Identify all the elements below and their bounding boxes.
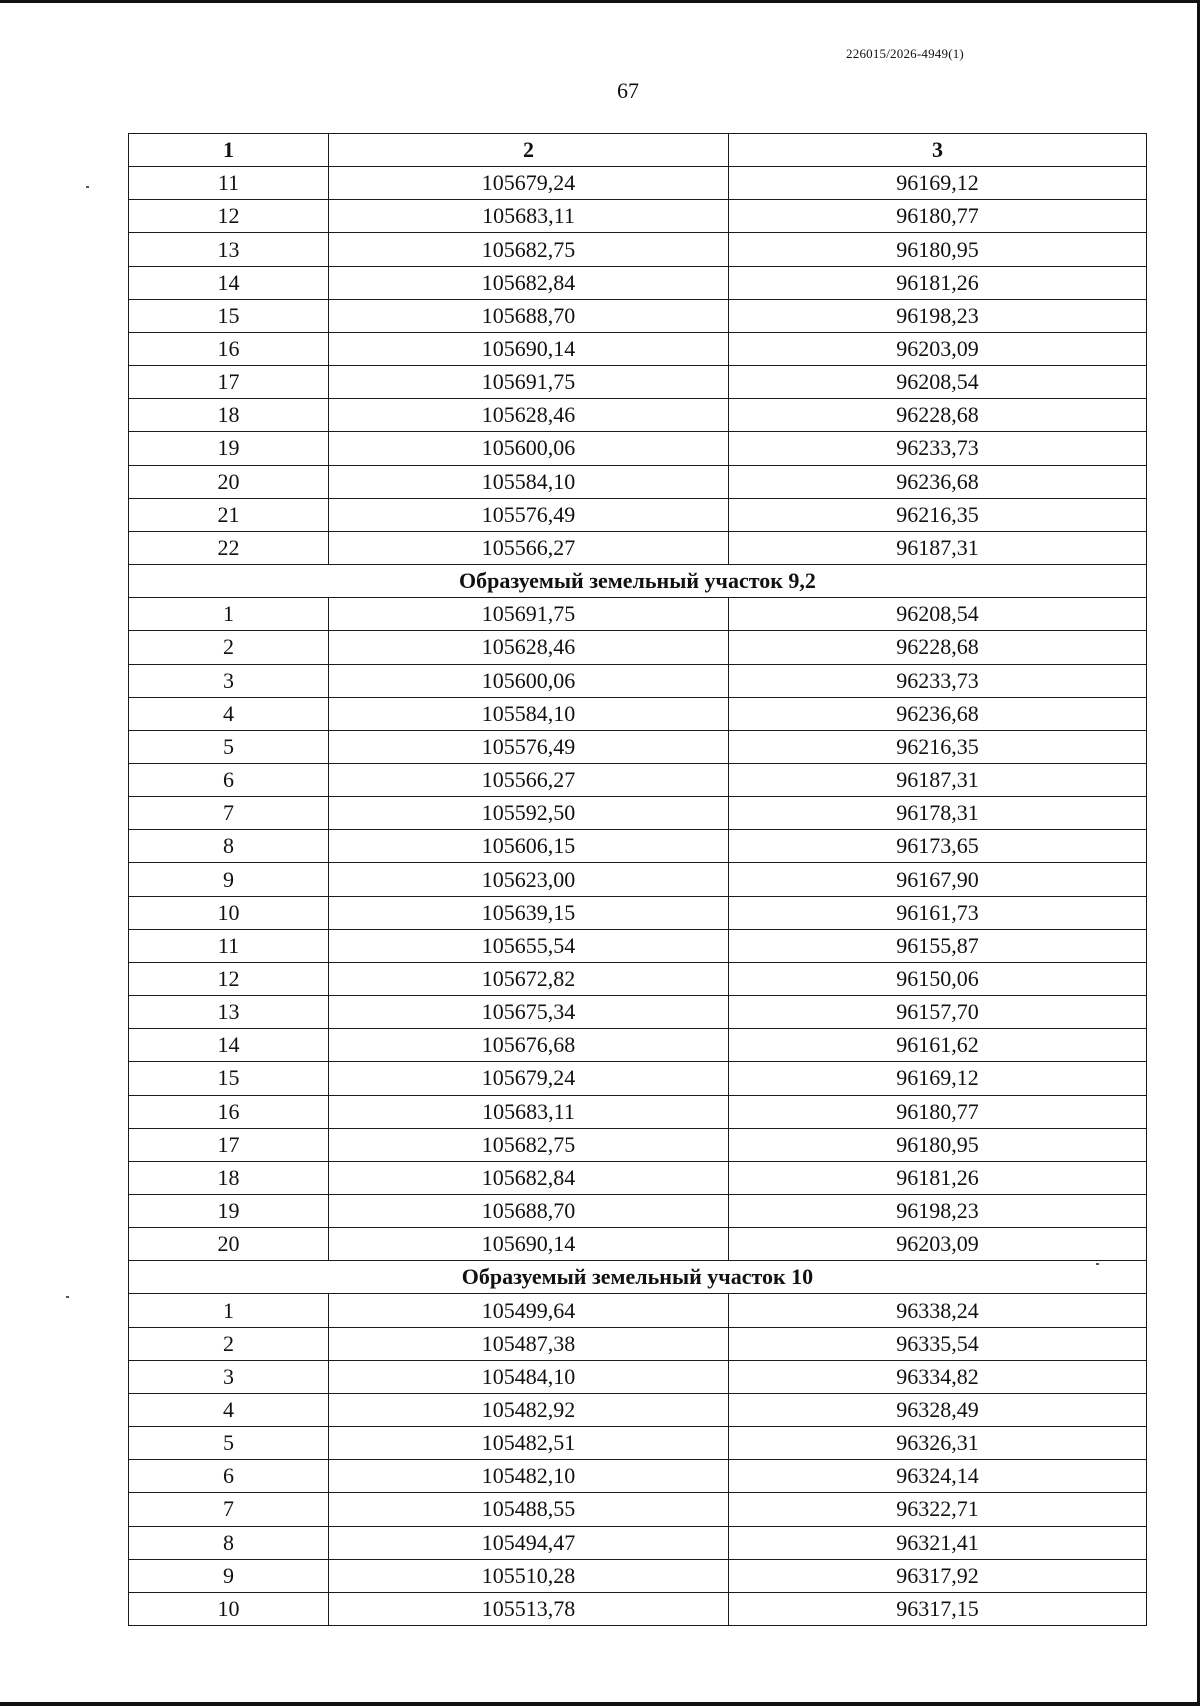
x-coordinate-cell: 105484,10 bbox=[329, 1360, 729, 1393]
point-number-cell: 13 bbox=[129, 996, 329, 1029]
point-number-cell: 21 bbox=[129, 498, 329, 531]
x-coordinate-cell: 105682,84 bbox=[329, 266, 729, 299]
x-coordinate-cell: 105499,64 bbox=[329, 1294, 729, 1327]
table-row bbox=[129, 962, 1147, 995]
point-number-cell: 4 bbox=[129, 1393, 329, 1426]
point-number-cell: 12 bbox=[129, 200, 329, 233]
y-coordinate-cell: 96161,62 bbox=[729, 1029, 1147, 1062]
point-number-cell: 8 bbox=[129, 1526, 329, 1559]
table-row bbox=[129, 1427, 1147, 1460]
table-row bbox=[129, 1393, 1147, 1426]
x-coordinate-cell: 105688,70 bbox=[329, 1195, 729, 1228]
point-number-cell: 19 bbox=[129, 432, 329, 465]
y-coordinate-cell: 96335,54 bbox=[729, 1327, 1147, 1360]
point-number-cell: 19 bbox=[129, 1195, 329, 1228]
y-coordinate-cell: 96198,23 bbox=[729, 1195, 1147, 1228]
scan-border-top bbox=[0, 0, 1200, 3]
y-coordinate-cell: 96150,06 bbox=[729, 962, 1147, 995]
document-number: 226015/2026-4949(1) bbox=[846, 46, 964, 61]
x-coordinate-cell: 105584,10 bbox=[329, 697, 729, 730]
y-coordinate-cell: 96187,31 bbox=[729, 763, 1147, 796]
y-coordinate-cell: 96228,68 bbox=[729, 631, 1147, 664]
x-coordinate-cell: 105482,51 bbox=[329, 1427, 729, 1460]
x-coordinate-cell: 105682,84 bbox=[329, 1161, 729, 1194]
y-coordinate-cell: 96203,09 bbox=[729, 332, 1147, 365]
point-number-cell: 15 bbox=[129, 1062, 329, 1095]
table-row bbox=[129, 1592, 1147, 1625]
table-row bbox=[129, 598, 1147, 631]
x-coordinate-cell: 105682,75 bbox=[329, 233, 729, 266]
table-row bbox=[129, 1493, 1147, 1526]
table-row bbox=[129, 664, 1147, 697]
section-title-row bbox=[129, 565, 1147, 598]
scan-border-bottom bbox=[0, 1702, 1200, 1706]
table-header-row bbox=[129, 134, 1147, 167]
table-row bbox=[129, 399, 1147, 432]
y-coordinate-cell: 96216,35 bbox=[729, 498, 1147, 531]
table-row bbox=[129, 1062, 1147, 1095]
point-number-cell: 2 bbox=[129, 1327, 329, 1360]
y-coordinate-cell: 96322,71 bbox=[729, 1493, 1147, 1526]
x-coordinate-cell: 105676,68 bbox=[329, 1029, 729, 1062]
table-row bbox=[129, 631, 1147, 664]
table-row bbox=[129, 929, 1147, 962]
x-coordinate-cell: 105487,38 bbox=[329, 1327, 729, 1360]
y-coordinate-cell: 96181,26 bbox=[729, 1161, 1147, 1194]
table-row bbox=[129, 531, 1147, 564]
section-title-row bbox=[129, 1261, 1147, 1294]
y-coordinate-cell: 96181,26 bbox=[729, 266, 1147, 299]
table-row bbox=[129, 763, 1147, 796]
point-number-cell: 9 bbox=[129, 1559, 329, 1592]
table-row bbox=[129, 266, 1147, 299]
table-row bbox=[129, 730, 1147, 763]
point-number-cell: 2 bbox=[129, 631, 329, 664]
x-coordinate-cell: 105655,54 bbox=[329, 929, 729, 962]
page-number-text: 67 bbox=[617, 78, 639, 103]
scan-speck bbox=[66, 1296, 69, 1298]
x-coordinate-cell: 105675,34 bbox=[329, 996, 729, 1029]
table-row bbox=[129, 167, 1147, 200]
point-number-cell: 7 bbox=[129, 797, 329, 830]
coordinates-table-body bbox=[129, 134, 1147, 1626]
y-coordinate-cell: 96317,92 bbox=[729, 1559, 1147, 1592]
table-row bbox=[129, 896, 1147, 929]
y-coordinate-cell: 96167,90 bbox=[729, 863, 1147, 896]
coordinates-table bbox=[128, 133, 1147, 1626]
column-header: 3 bbox=[729, 134, 1147, 167]
y-coordinate-cell: 96180,77 bbox=[729, 1095, 1147, 1128]
point-number-cell: 12 bbox=[129, 962, 329, 995]
x-coordinate-cell: 105679,24 bbox=[329, 167, 729, 200]
y-coordinate-cell: 96326,31 bbox=[729, 1427, 1147, 1460]
y-coordinate-cell: 96334,82 bbox=[729, 1360, 1147, 1393]
table-row bbox=[129, 1559, 1147, 1592]
x-coordinate-cell: 105690,14 bbox=[329, 1228, 729, 1261]
table-row bbox=[129, 863, 1147, 896]
table-row bbox=[129, 1228, 1147, 1261]
point-number-cell: 4 bbox=[129, 697, 329, 730]
y-coordinate-cell: 96338,24 bbox=[729, 1294, 1147, 1327]
x-coordinate-cell: 105683,11 bbox=[329, 200, 729, 233]
point-number-cell: 17 bbox=[129, 1128, 329, 1161]
x-coordinate-cell: 105691,75 bbox=[329, 598, 729, 631]
point-number-cell: 11 bbox=[129, 929, 329, 962]
x-coordinate-cell: 105639,15 bbox=[329, 896, 729, 929]
section-title: Образуемый земельный участок 10 bbox=[129, 1261, 1147, 1294]
point-number-cell: 10 bbox=[129, 896, 329, 929]
y-coordinate-cell: 96321,41 bbox=[729, 1526, 1147, 1559]
point-number-cell: 3 bbox=[129, 664, 329, 697]
section-title: Образуемый земельный участок 9,2 bbox=[129, 565, 1147, 598]
page-number bbox=[0, 78, 1200, 104]
point-number-cell: 17 bbox=[129, 366, 329, 399]
x-coordinate-cell: 105510,28 bbox=[329, 1559, 729, 1592]
point-number-cell: 8 bbox=[129, 830, 329, 863]
y-coordinate-cell: 96180,77 bbox=[729, 200, 1147, 233]
x-coordinate-cell: 105623,00 bbox=[329, 863, 729, 896]
x-coordinate-cell: 105576,49 bbox=[329, 498, 729, 531]
point-number-cell: 5 bbox=[129, 1427, 329, 1460]
table-row bbox=[129, 1327, 1147, 1360]
point-number-cell: 20 bbox=[129, 1228, 329, 1261]
x-coordinate-cell: 105628,46 bbox=[329, 399, 729, 432]
y-coordinate-cell: 96180,95 bbox=[729, 233, 1147, 266]
point-number-cell: 22 bbox=[129, 531, 329, 564]
x-coordinate-cell: 105600,06 bbox=[329, 664, 729, 697]
y-coordinate-cell: 96324,14 bbox=[729, 1460, 1147, 1493]
x-coordinate-cell: 105584,10 bbox=[329, 465, 729, 498]
y-coordinate-cell: 96180,95 bbox=[729, 1128, 1147, 1161]
y-coordinate-cell: 96169,12 bbox=[729, 167, 1147, 200]
y-coordinate-cell: 96187,31 bbox=[729, 531, 1147, 564]
y-coordinate-cell: 96228,68 bbox=[729, 399, 1147, 432]
table-row bbox=[129, 1195, 1147, 1228]
point-number-cell: 15 bbox=[129, 299, 329, 332]
column-header: 2 bbox=[329, 134, 729, 167]
scan-speck bbox=[86, 186, 89, 188]
point-number-cell: 10 bbox=[129, 1592, 329, 1625]
y-coordinate-cell: 96169,12 bbox=[729, 1062, 1147, 1095]
x-coordinate-cell: 105482,10 bbox=[329, 1460, 729, 1493]
y-coordinate-cell: 96317,15 bbox=[729, 1592, 1147, 1625]
point-number-cell: 13 bbox=[129, 233, 329, 266]
point-number-cell: 1 bbox=[129, 1294, 329, 1327]
point-number-cell: 14 bbox=[129, 266, 329, 299]
table-row bbox=[129, 1128, 1147, 1161]
table-row bbox=[129, 1095, 1147, 1128]
y-coordinate-cell: 96328,49 bbox=[729, 1393, 1147, 1426]
x-coordinate-cell: 105592,50 bbox=[329, 797, 729, 830]
x-coordinate-cell: 105682,75 bbox=[329, 1128, 729, 1161]
x-coordinate-cell: 105683,11 bbox=[329, 1095, 729, 1128]
column-header: 1 bbox=[129, 134, 329, 167]
x-coordinate-cell: 105482,92 bbox=[329, 1393, 729, 1426]
y-coordinate-cell: 96233,73 bbox=[729, 664, 1147, 697]
point-number-cell: 6 bbox=[129, 1460, 329, 1493]
table-row bbox=[129, 797, 1147, 830]
x-coordinate-cell: 105628,46 bbox=[329, 631, 729, 664]
point-number-cell: 14 bbox=[129, 1029, 329, 1062]
x-coordinate-cell: 105672,82 bbox=[329, 962, 729, 995]
y-coordinate-cell: 96157,70 bbox=[729, 996, 1147, 1029]
y-coordinate-cell: 96203,09 bbox=[729, 1228, 1147, 1261]
y-coordinate-cell: 96208,54 bbox=[729, 598, 1147, 631]
table-row bbox=[129, 1526, 1147, 1559]
y-coordinate-cell: 96233,73 bbox=[729, 432, 1147, 465]
point-number-cell: 11 bbox=[129, 167, 329, 200]
table-row bbox=[129, 697, 1147, 730]
table-row bbox=[129, 996, 1147, 1029]
y-coordinate-cell: 96155,87 bbox=[729, 929, 1147, 962]
point-number-cell: 18 bbox=[129, 399, 329, 432]
point-number-cell: 6 bbox=[129, 763, 329, 796]
table-row bbox=[129, 830, 1147, 863]
y-coordinate-cell: 96216,35 bbox=[729, 730, 1147, 763]
x-coordinate-cell: 105690,14 bbox=[329, 332, 729, 365]
x-coordinate-cell: 105566,27 bbox=[329, 763, 729, 796]
y-coordinate-cell: 96178,31 bbox=[729, 797, 1147, 830]
point-number-cell: 9 bbox=[129, 863, 329, 896]
x-coordinate-cell: 105494,47 bbox=[329, 1526, 729, 1559]
table-row bbox=[129, 233, 1147, 266]
point-number-cell: 5 bbox=[129, 730, 329, 763]
table-row bbox=[129, 1360, 1147, 1393]
table-row bbox=[129, 200, 1147, 233]
y-coordinate-cell: 96236,68 bbox=[729, 465, 1147, 498]
table-row bbox=[129, 1460, 1147, 1493]
point-number-cell: 16 bbox=[129, 332, 329, 365]
y-coordinate-cell: 96208,54 bbox=[729, 366, 1147, 399]
table-row bbox=[129, 366, 1147, 399]
point-number-cell: 7 bbox=[129, 1493, 329, 1526]
point-number-cell: 16 bbox=[129, 1095, 329, 1128]
x-coordinate-cell: 105513,78 bbox=[329, 1592, 729, 1625]
table-row bbox=[129, 498, 1147, 531]
table-row bbox=[129, 1029, 1147, 1062]
point-number-cell: 20 bbox=[129, 465, 329, 498]
table-row bbox=[129, 1161, 1147, 1194]
x-coordinate-cell: 105606,15 bbox=[329, 830, 729, 863]
point-number-cell: 1 bbox=[129, 598, 329, 631]
x-coordinate-cell: 105688,70 bbox=[329, 299, 729, 332]
point-number-cell: 3 bbox=[129, 1360, 329, 1393]
point-number-cell: 18 bbox=[129, 1161, 329, 1194]
table-row bbox=[129, 465, 1147, 498]
x-coordinate-cell: 105488,55 bbox=[329, 1493, 729, 1526]
y-coordinate-cell: 96198,23 bbox=[729, 299, 1147, 332]
x-coordinate-cell: 105600,06 bbox=[329, 432, 729, 465]
x-coordinate-cell: 105576,49 bbox=[329, 730, 729, 763]
table-row bbox=[129, 299, 1147, 332]
x-coordinate-cell: 105691,75 bbox=[329, 366, 729, 399]
y-coordinate-cell: 96173,65 bbox=[729, 830, 1147, 863]
y-coordinate-cell: 96161,73 bbox=[729, 896, 1147, 929]
y-coordinate-cell: 96236,68 bbox=[729, 697, 1147, 730]
x-coordinate-cell: 105566,27 bbox=[329, 531, 729, 564]
table-row bbox=[129, 432, 1147, 465]
table-row bbox=[129, 332, 1147, 365]
table-row bbox=[129, 1294, 1147, 1327]
x-coordinate-cell: 105679,24 bbox=[329, 1062, 729, 1095]
